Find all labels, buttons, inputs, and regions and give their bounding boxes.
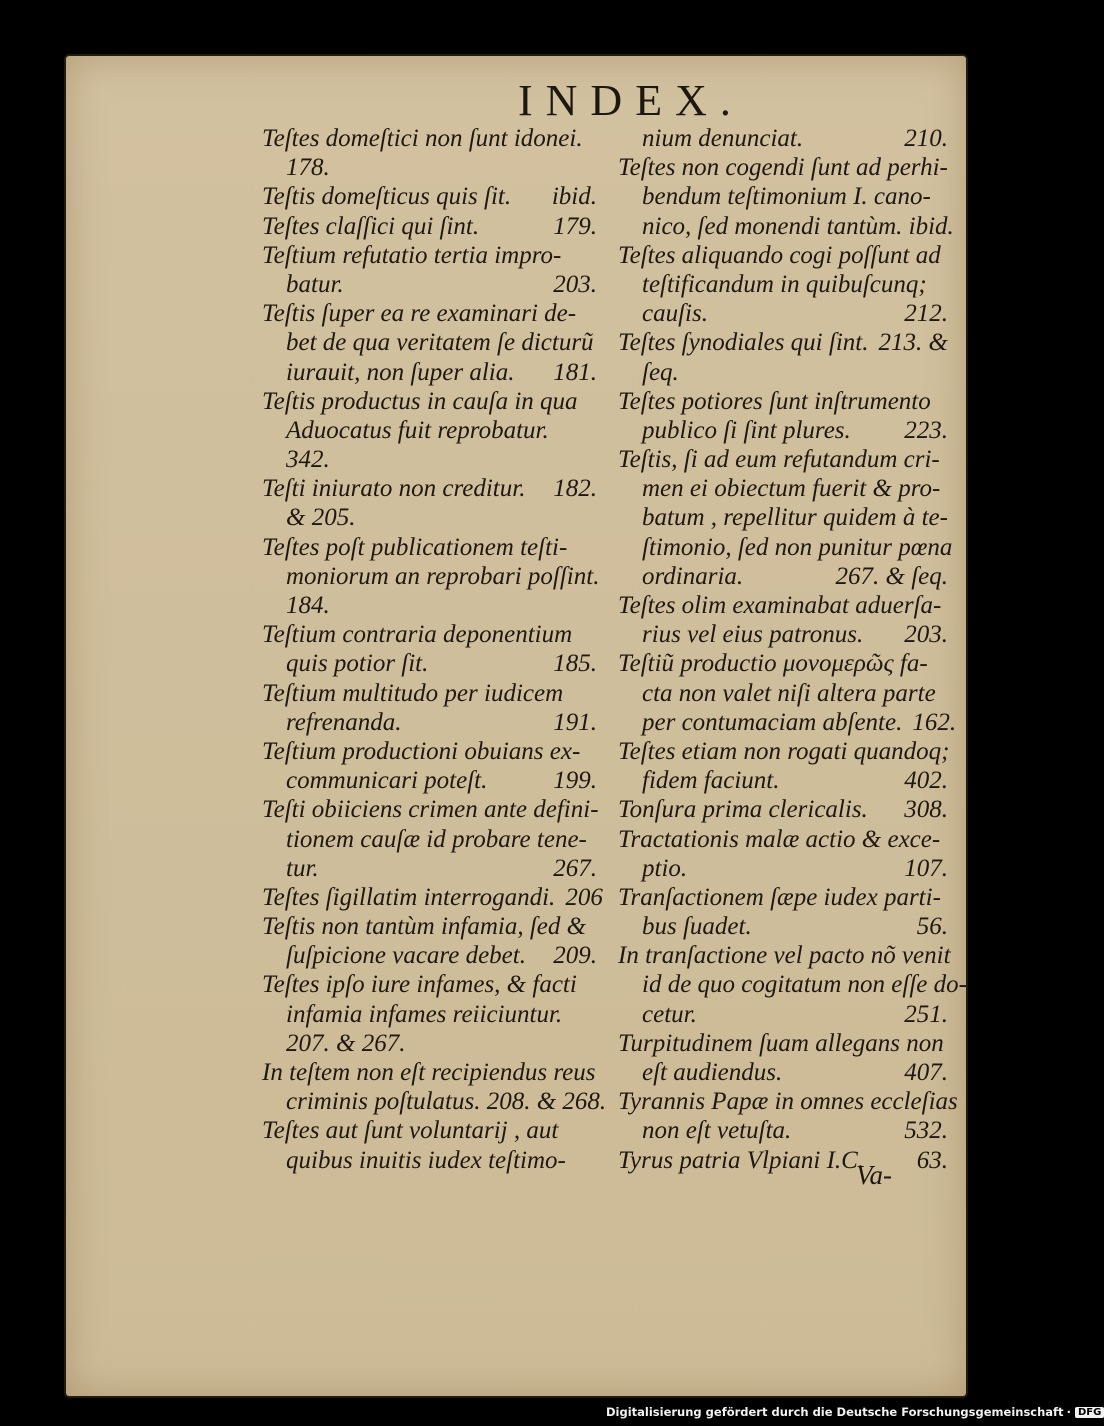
index-page-ref	[587, 153, 597, 182]
index-page-ref	[949, 737, 959, 766]
index-line	[618, 1116, 948, 1145]
index-page-ref: 210.	[904, 125, 948, 152]
index-entry-text: Teſtium multitudo per iudicem	[262, 679, 564, 707]
index-page-ref	[587, 591, 597, 620]
index-line	[618, 474, 948, 503]
index-page-ref	[948, 503, 958, 532]
index-entry-text: Teſtes olim examinabat aduerſa-	[618, 592, 942, 619]
index-entry-text: 178.	[286, 154, 330, 182]
index-page-ref: 185.	[553, 650, 597, 678]
index-entry-text: cauſis.	[642, 300, 708, 328]
index-entry-text: Tranſactionem ſæpe iudex parti-	[618, 883, 941, 911]
index-entry-text: Teſti obiiciens crimen ante defini-	[262, 796, 599, 824]
index-line	[262, 328, 597, 357]
dfg-logo-icon: DFG	[1075, 1407, 1104, 1418]
index-page-ref	[587, 970, 597, 999]
index-entry-text: teſtificandum in quibuſcunq;	[642, 270, 927, 298]
index-page-ref	[941, 883, 951, 912]
index-entry-text: quibus inuitis iudex teſtimo-	[286, 1146, 566, 1174]
index-line	[618, 562, 948, 591]
index-line	[618, 270, 948, 299]
index-page-ref	[958, 1087, 968, 1116]
index-line	[262, 649, 597, 678]
index-page-ref	[587, 533, 597, 562]
index-page-ref: 191.	[553, 708, 597, 736]
index-line	[618, 1000, 948, 1029]
index-entry-text: ſtimonio, ſed non punitur pœna	[642, 533, 953, 561]
index-entry-text: 342.	[286, 446, 330, 474]
index-line	[262, 503, 597, 532]
index-entry-text: batum , repellitur quidem à te-	[642, 504, 948, 532]
footer-text: Digitalisierung gefördert durch die Deutsche Forschungsgemeinschaft	[606, 1405, 1064, 1419]
index-line	[618, 941, 951, 970]
index-line	[618, 533, 953, 562]
index-line	[618, 387, 948, 416]
index-entry-text: bus ſuadet.	[642, 913, 752, 941]
index-entry-text: ptio.	[642, 854, 688, 882]
index-line	[618, 445, 948, 474]
index-entry-text: publico ſi ſint plures.	[642, 416, 851, 444]
index-page-ref	[587, 1029, 597, 1058]
index-entry-text: Teſtes claſſici qui ſint.	[262, 212, 480, 240]
index-line	[262, 182, 597, 211]
index-line	[618, 1087, 958, 1116]
index-page-ref: 203.	[904, 621, 948, 649]
index-entry-text: fidem faciunt.	[642, 767, 780, 795]
index-entry-text: Teſtes ſigillatim interrogandi.	[262, 883, 556, 911]
index-entry-text: Teſtes non cogendi ſunt ad perhi-	[618, 154, 948, 182]
index-entry-text: Teſtiũ productio μονομερῶς fa-	[618, 650, 928, 678]
index-page-ref	[587, 299, 597, 328]
index-page-ref	[587, 387, 597, 416]
index-line	[262, 416, 597, 445]
index-line	[262, 854, 597, 883]
index-page-ref	[587, 737, 597, 766]
index-line	[618, 358, 948, 387]
index-page-ref	[599, 795, 609, 824]
index-line	[618, 503, 948, 532]
index-page-ref	[967, 970, 977, 999]
index-entry-text: bet de qua veritatem ſe dicturũ	[286, 329, 594, 357]
index-line	[262, 387, 597, 416]
index-page-ref: ibid.	[551, 183, 597, 211]
index-page-ref: 267. & ſeq.	[835, 562, 948, 590]
index-entry-text: iurauit, non ſuper alia.	[286, 358, 515, 386]
index-entry-text: Turpitudinem ſuam allegans non	[618, 1029, 944, 1057]
index-page-ref	[594, 328, 604, 357]
index-line	[262, 620, 597, 649]
index-line	[262, 474, 597, 503]
index-line	[262, 1000, 597, 1029]
index-entry-text: Teſti iniurato non creditur.	[262, 475, 526, 503]
page-title: INDEX.	[518, 76, 744, 125]
index-line	[262, 533, 597, 562]
index-page-ref: 251.	[904, 1000, 948, 1028]
index-line	[618, 1146, 948, 1175]
index-line	[262, 708, 597, 737]
index-page-ref	[599, 562, 609, 591]
index-entry-text: Teſtis productus in cauſa in qua	[262, 387, 578, 415]
index-entry-text: ordinaria.	[642, 562, 744, 590]
index-entry-text: moniorum an reprobari poſſint.	[286, 562, 600, 590]
index-entry-text: infamia infames reiiciuntur.	[286, 1000, 563, 1028]
index-page-ref	[587, 620, 597, 649]
index-line	[618, 649, 948, 678]
index-line	[262, 679, 597, 708]
index-line	[618, 766, 948, 795]
index-line	[618, 299, 948, 328]
index-entry-text: Tractationis malæ actio & exce-	[618, 825, 941, 853]
index-entry-text: Teſtis domeſticus quis ſit.	[262, 183, 512, 211]
index-entry-text: & 205.	[286, 504, 356, 532]
index-page-ref: 56.	[916, 913, 948, 941]
index-entry-text: rius vel eius patronus.	[642, 621, 864, 649]
index-page-ref	[940, 825, 950, 854]
index-entry-text: Tonſura prima clericalis.	[618, 796, 868, 824]
index-column-right	[618, 124, 967, 1175]
index-entry-text: tur.	[286, 854, 319, 882]
index-page-ref	[944, 1029, 954, 1058]
index-page-ref	[938, 679, 948, 708]
index-page-ref: 181.	[553, 358, 597, 386]
index-line	[262, 562, 600, 591]
index-page-ref: 162.	[912, 708, 957, 736]
index-line	[618, 153, 948, 182]
index-page-ref	[940, 445, 950, 474]
index-entry-text: Teſtes aliquando cogi poſſunt ad	[618, 241, 941, 269]
index-page-ref: 532.	[904, 1117, 948, 1145]
index-line	[618, 620, 948, 649]
index-entry-text: communicari poteſt.	[286, 767, 488, 795]
index-line	[262, 1058, 597, 1087]
index-page-ref	[587, 1146, 597, 1175]
index-line	[262, 299, 597, 328]
index-line	[618, 737, 948, 766]
index-line	[618, 241, 948, 270]
index-entry-text: per contumaciam abſente.	[642, 708, 903, 736]
index-page-ref: 223.	[904, 416, 948, 444]
index-entry-text: non eſt vetuſta.	[642, 1117, 792, 1145]
index-entry-text: cta non valet niſi altera parte	[642, 679, 936, 707]
index-entry-text: Teſtes etiam non rogati quandoq;	[618, 737, 950, 765]
index-line	[262, 766, 597, 795]
index-page-ref	[938, 387, 948, 416]
index-page-ref	[587, 416, 597, 445]
index-page-ref	[587, 241, 597, 270]
index-entry-text: nico, ſed monendi tantùm. ibid.	[642, 212, 954, 240]
index-line	[262, 270, 597, 299]
index-entry-text: ſeq.	[642, 358, 679, 386]
index-entry-text: Aduocatus fuit reprobatur.	[286, 416, 549, 444]
index-line	[618, 591, 948, 620]
index-line	[262, 970, 597, 999]
index-entry-text: nium denunciat.	[642, 125, 804, 152]
index-page-ref	[587, 825, 597, 854]
index-line	[262, 153, 597, 182]
index-line	[262, 241, 597, 270]
index-line	[262, 825, 597, 854]
index-line	[262, 795, 597, 824]
index-page-ref: 308.	[904, 796, 948, 824]
index-line	[618, 416, 948, 445]
index-page-ref: 179.	[553, 212, 597, 240]
index-page-ref	[938, 270, 948, 299]
index-line	[262, 1116, 597, 1145]
index-page-ref	[587, 1116, 597, 1145]
index-page-ref	[587, 503, 597, 532]
index-entry-text: cetur.	[642, 1000, 697, 1028]
index-entry-text: batur.	[286, 270, 344, 298]
index-entry-text: Teſtium productioni obuians ex-	[262, 737, 581, 765]
index-line	[618, 708, 957, 737]
index-page-ref: 199.	[553, 767, 597, 795]
index-page-ref	[938, 182, 948, 211]
index-entry-text: refrenanda.	[286, 708, 402, 736]
index-page-ref	[938, 358, 948, 387]
index-page-ref: 402.	[904, 767, 948, 795]
index-entry-text: Teſtes ipſo iure infames, & facti	[262, 971, 577, 999]
index-line	[618, 883, 948, 912]
index-page-ref	[938, 649, 948, 678]
index-entry-text: In teſtem non eſt recipiendus reus	[262, 1059, 596, 1086]
index-entry-text: eſt audiendus.	[642, 1059, 783, 1086]
index-entry-text: criminis poſtulatus. 208. & 268.	[286, 1088, 607, 1116]
index-entry-text: Teſtes poſt publicationem teſti-	[262, 533, 568, 561]
index-page-ref	[587, 445, 597, 474]
index-page-ref	[606, 1087, 616, 1116]
index-entry-text: Teſtis non tantùm infamia, ſed &	[262, 913, 587, 941]
index-line	[262, 358, 597, 387]
index-page-ref	[587, 124, 597, 153]
digitization-footer: Digitalisierung gefördert durch die Deutsche Forschungsgemeinschaft · DFG	[606, 1405, 1104, 1419]
index-entry-text: Teſtes ſynodiales qui ſint.	[618, 329, 869, 357]
index-page-ref	[951, 941, 961, 970]
index-entry-text: men ei obiectum fuerit & pro-	[642, 475, 941, 503]
index-line	[618, 1029, 948, 1058]
index-entry-text: Teſtes potiores ſunt inſtrumento	[618, 387, 931, 415]
index-entry-text: Tyrus patria Vlpiani I.C.	[618, 1146, 865, 1174]
index-entry-text: Teſtis ſuper ea re examinari de-	[262, 300, 577, 328]
index-entry-text: tionem cauſæ id probare tene-	[286, 825, 587, 853]
index-page-ref	[587, 912, 597, 941]
index-page-ref: 206	[565, 883, 603, 911]
index-line	[618, 912, 948, 941]
index-entry-text: Teſtium refutatio tertia impro-	[262, 241, 562, 269]
index-line	[262, 212, 597, 241]
index-entry-text: bendum teſtimonium I. cano-	[642, 183, 931, 211]
index-page-ref	[587, 1000, 597, 1029]
index-page-ref: 212.	[904, 300, 948, 328]
index-page-ref: 209.	[553, 942, 597, 970]
index-line	[618, 212, 954, 241]
index-page-ref	[941, 591, 951, 620]
index-entry-text: Tyrannis Papæ in omnes eccleſias	[618, 1088, 958, 1116]
index-line	[262, 591, 597, 620]
index-line	[262, 124, 597, 153]
index-line	[262, 883, 603, 912]
index-line	[262, 1087, 607, 1116]
index-line	[618, 182, 948, 211]
index-entry-text: ſuſpicione vacare debet.	[286, 942, 526, 970]
index-entry-text: Teſtis, ſi ad eum refutandum cri-	[618, 446, 940, 474]
index-column-left	[262, 124, 607, 1175]
index-page-ref: 267.	[553, 854, 597, 882]
index-page-ref	[595, 1058, 605, 1087]
index-page-ref	[954, 212, 964, 241]
index-page-ref: 203.	[553, 270, 597, 298]
index-entry-text: 207. & 267.	[286, 1029, 406, 1057]
index-page-ref: 107.	[904, 854, 948, 882]
index-page-ref	[948, 153, 958, 182]
index-entry-text: In tranſactione vel pacto nõ venit	[618, 942, 951, 970]
index-entry-text: Teſtes aut ſunt voluntarij , aut	[262, 1117, 559, 1145]
index-line	[618, 795, 948, 824]
index-page-ref: 182.	[553, 475, 597, 503]
index-entry-text: Teſtes domeſtici non ſunt idonei.	[262, 125, 583, 152]
catchword: Va-	[856, 1160, 892, 1190]
index-page-ref	[587, 679, 597, 708]
index-line	[618, 328, 948, 357]
index-line	[618, 1058, 948, 1087]
index-page-ref	[941, 241, 951, 270]
index-line	[262, 912, 597, 941]
index-page-ref	[940, 474, 950, 503]
index-page-ref: 63.	[916, 1146, 948, 1174]
index-entry-text: Teſtium contraria deponentium	[262, 621, 573, 649]
index-line	[262, 941, 597, 970]
index-entry-text: id de quo cogitatum non eſſe do-	[642, 971, 967, 999]
index-line	[618, 124, 948, 153]
index-entry-text: quis potior ſit.	[286, 650, 429, 678]
index-line	[618, 970, 967, 999]
index-line	[262, 1029, 597, 1058]
index-line	[618, 679, 948, 708]
index-line	[262, 737, 597, 766]
index-line	[262, 1146, 597, 1175]
index-page-ref: 213. &	[878, 329, 948, 357]
index-line	[618, 825, 948, 854]
index-entry-text: 184.	[286, 592, 330, 619]
index-line	[262, 445, 597, 474]
index-page-ref: 407.	[904, 1059, 948, 1086]
index-page-ref	[952, 533, 962, 562]
index-line	[618, 854, 948, 883]
